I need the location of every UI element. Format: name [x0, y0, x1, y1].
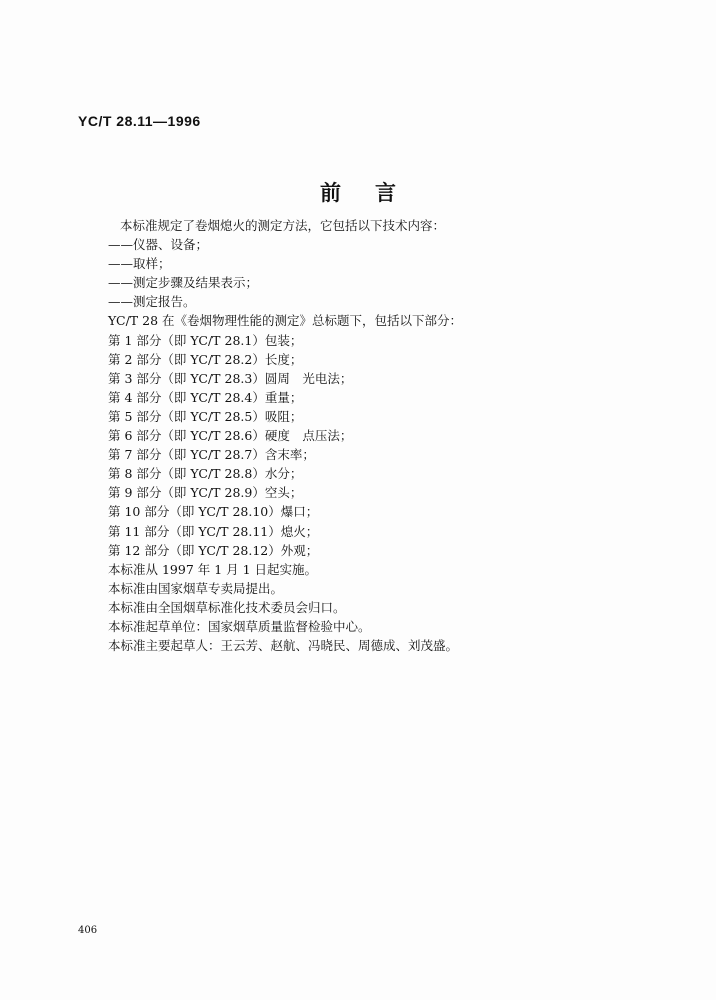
standard-number: YC/T 28.11—1996: [78, 113, 201, 129]
body-line: 第 5 部分（即 YC/T 28.5）吸阻；: [108, 408, 303, 424]
body-line: 本标准从 1997 年 1 月 1 日起实施。: [108, 561, 318, 577]
body-line: ——测定报告。: [108, 294, 196, 310]
body-line: 本标准主要起草人：王云芳、赵航、冯晓民、周德成、刘茂盛。: [108, 638, 459, 654]
body-line: 第 8 部分（即 YC/T 28.8）水分；: [108, 466, 303, 482]
body-line: ——测定步骤及结果表示；: [108, 275, 259, 291]
body-line: 第 6 部分（即 YC/T 28.6）硬度 点压法；: [108, 428, 353, 444]
body-line: YC/T 28 在《卷烟物理性能的测定》总标题下，包括以下部分：: [108, 313, 462, 329]
body-line: 第 1 部分（即 YC/T 28.1）包装；: [108, 332, 303, 348]
body-line: 本标准由国家烟草专卖局提出。: [108, 580, 284, 596]
body-line: 第 11 部分（即 YC/T 28.11）熄火；: [108, 523, 319, 539]
body-line: 本标准起草单位：国家烟草质量监督检验中心。: [108, 618, 371, 634]
page-number: 406: [78, 925, 98, 936]
body-line: ——仪器、设备；: [108, 237, 209, 253]
foreword-body: [108, 216, 668, 655]
title-char-2: 言: [375, 180, 396, 205]
body-line: 第 12 部分（即 YC/T 28.12）外观；: [108, 542, 319, 558]
body-line: 第 9 部分（即 YC/T 28.9）空头；: [108, 485, 303, 501]
body-line: 第 4 部分（即 YC/T 28.4）重量；: [108, 389, 303, 405]
body-line: 第 7 部分（即 YC/T 28.7）含末率；: [108, 447, 315, 463]
body-line: 第 10 部分（即 YC/T 28.10）爆口；: [108, 504, 319, 520]
body-line: 第 2 部分（即 YC/T 28.2）长度；: [108, 351, 303, 367]
title-char-1: 前: [320, 180, 341, 205]
body-line: 本标准由全国烟草标准化技术委员会归口。: [108, 599, 346, 615]
page-title: [0, 177, 716, 207]
body-line: 本标准规定了卷烟熄火的测定方法，它包括以下技术内容：: [120, 218, 446, 233]
body-line: 第 3 部分（即 YC/T 28.3）圆周 光电法；: [108, 370, 353, 386]
body-line: ——取样；: [108, 256, 171, 272]
